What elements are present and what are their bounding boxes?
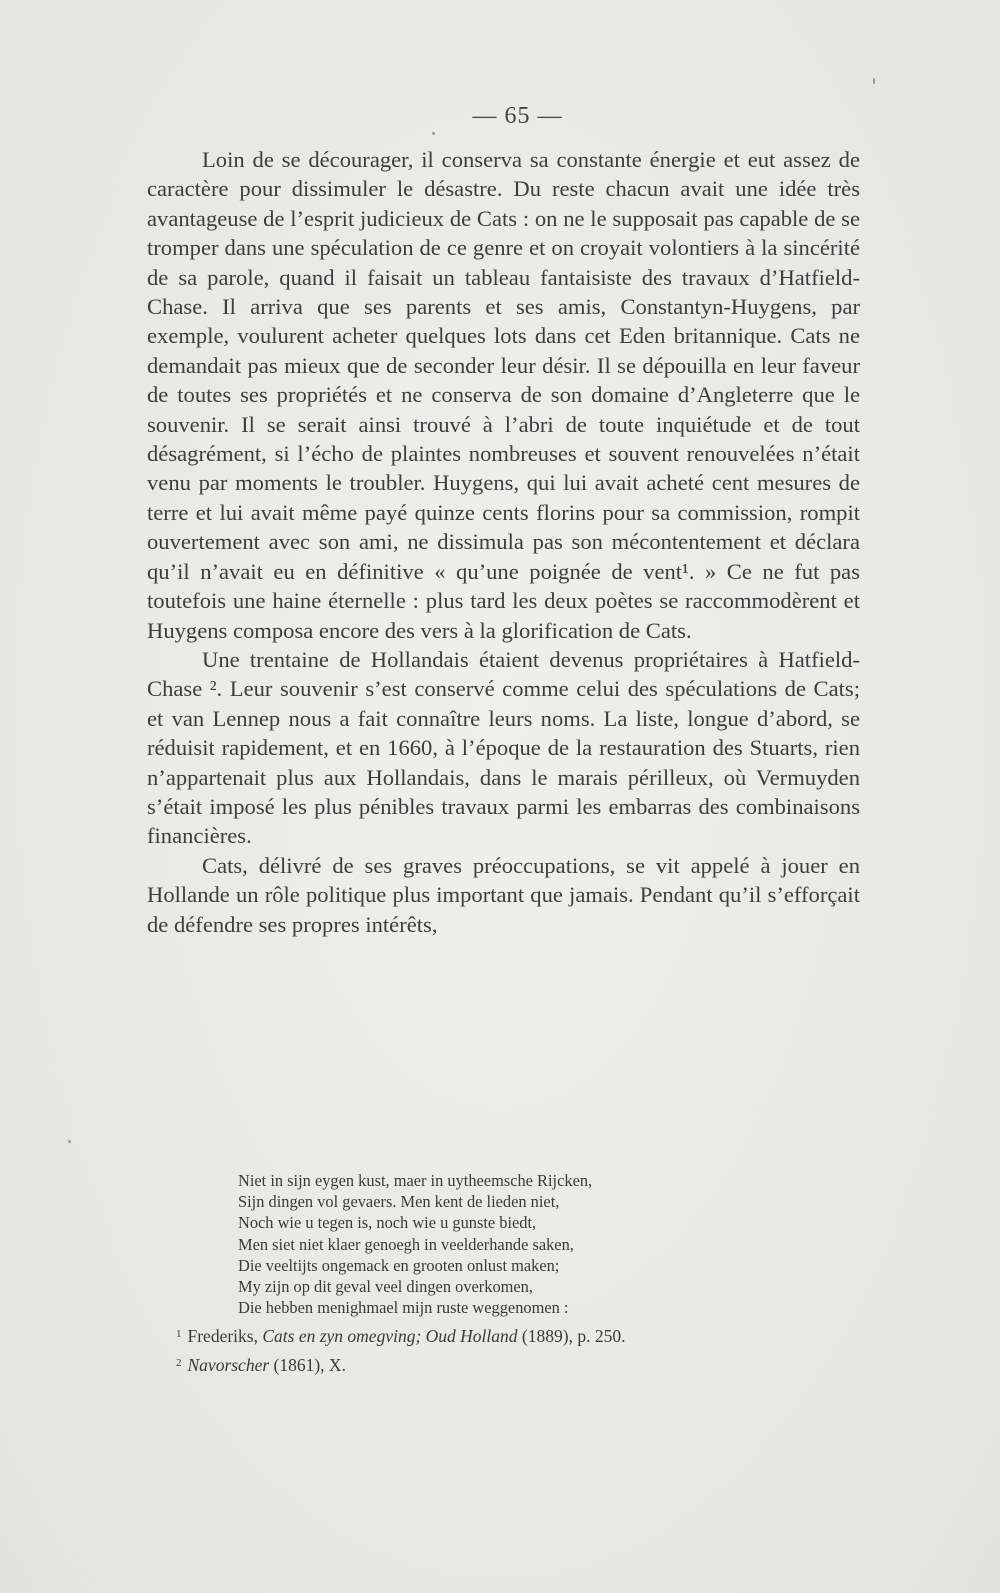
footnote-mark: 2 (176, 1357, 182, 1369)
paper-speck (432, 132, 435, 135)
footnote-mark: 1 (176, 1328, 182, 1340)
poem-line: Niet in sijn eygen kust, maer in uytheemsche Rijcken, (238, 1171, 593, 1190)
footnotes (176, 1321, 816, 1379)
paragraph: Loin de se décourager, il conserva sa constante énergie et eut assez de caractère pour dissimuler le désastre. Du reste chacun avait une idée très avantageuse de l’esprit judicieux de Cats : on ne le supposait pas capable de se tromper dans une spéculation de ce genre et on croyait volontiers à la sincérité de sa parole, quand il faisait un tableau fantaisiste des travaux d’Hatfield-Chase. Il arriva que ses parents et ses amis, Constantyn-Huygens, par exemple, voulurent acheter quelques lots dans cet Eden britannique. Cats ne demandait pas mieux que de seconder leur désir. Il se dépouilla en leur faveur de toutes ses propriétés et ne conserva de son domaine d’Angleterre que le souvenir. Il se serait ainsi trouvé à l’abri de toute inquiétude et de tout désagrément, si l’écho de plaintes nombreuses et souvent renouvelées n’était venu par moments le troubler. Huygens, qui lui avait acheté cent mesures de terre et lui avait même payé quinze cents florins pour sa commission, rompit ouvertement avec son ami, ne dissimula pas son mécontentement et déclara qu’il n’avait eu en définitive « qu’une poignée de vent¹. » Ce ne fut pas toutefois une haine éternelle : plus tard les deux poètes se raccommodèrent et Huygens composa encore des vers à la glorification de Cats. (147, 147, 860, 643)
poem-quotation (238, 1170, 798, 1318)
footnote-details: (1861), X. (273, 1355, 346, 1375)
paper-speck (873, 78, 875, 84)
poem-line: My zijn op dit geval veel dingen overkomen, (238, 1277, 533, 1297)
footnote-author: Frederiks, (187, 1326, 258, 1346)
footnote-details: (1889), p. 250. (521, 1326, 626, 1346)
paper-speck (68, 1140, 71, 1143)
main-text (147, 145, 860, 939)
page-number: — 65 — (472, 103, 563, 129)
poem-line: Die hebben menighmael mijn ruste weggenomen : (238, 1298, 569, 1318)
poem-line: Sijn dingen vol gevaers. Men kent de lieden niet, (238, 1192, 560, 1212)
paragraph: Cats, délivré de ses graves préoccupations, se vit appelé à jouer en Hollande un rôle politique plus important que jamais. Pendant qu’il s’efforçait de défendre ses propres intérêts, (147, 852, 860, 937)
footnote-1 (176, 1321, 816, 1350)
footnote-2 (176, 1350, 816, 1379)
paragraph: Une trentaine de Hollandais étaient devenus propriétaires à Hatfield-Chase ². Leur souvenir s’est conservé comme celui des spéculations de Cats; et van Lennep nous a fait connaître leurs noms. La liste, longue d’abord, se réduisit rapidement, et en 1660, à l’époque de la restauration des Stuarts, rien n’appartenait plus aux Hollandais, dans le marais périlleux, où Vermuyden s’était imposé les plus pénibles travaux parmi les embarras des combinaisons financières. (147, 646, 860, 849)
poem-line: Men siet niet klaer genoegh in veelderhande saken, (238, 1234, 574, 1254)
footnote-title: Navorscher (187, 1355, 270, 1375)
footnote-title: Cats en zyn omegving; Oud Holland (262, 1326, 518, 1346)
poem-line: Noch wie u tegen is, noch wie u gunste biedt, (238, 1213, 537, 1233)
poem-line: Die veeltijts ongemack en grooten onlust maken; (238, 1255, 560, 1275)
